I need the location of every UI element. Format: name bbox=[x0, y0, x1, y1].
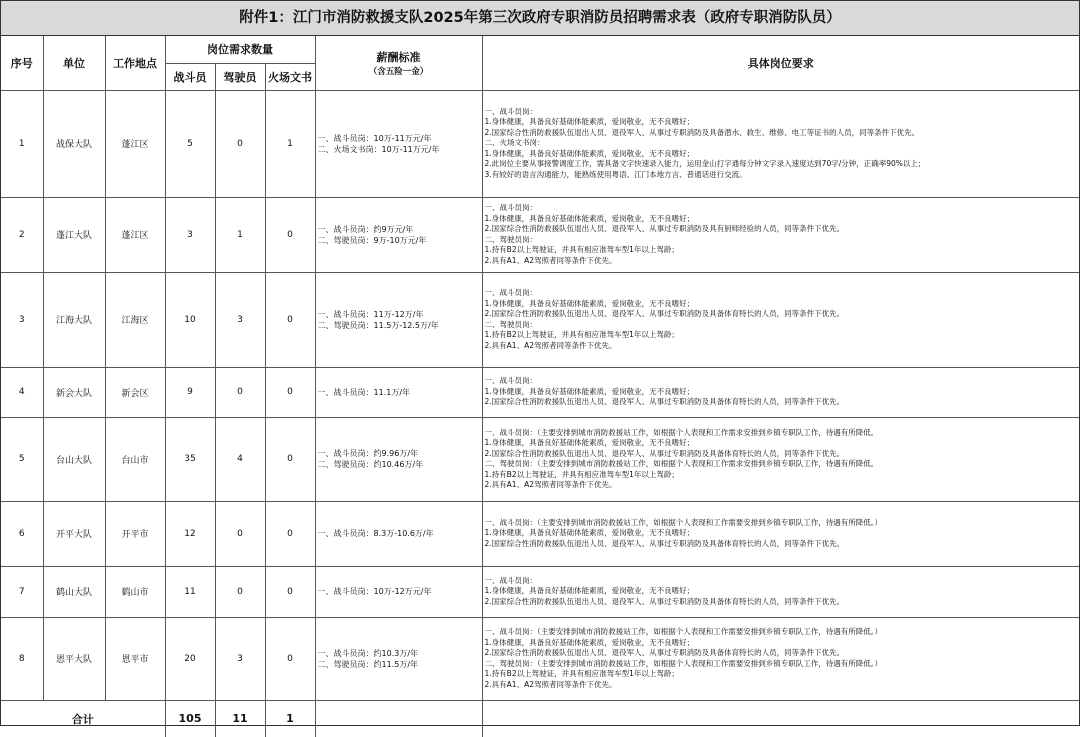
row-requirements bbox=[482, 566, 1079, 617]
requirement-line: 二、驾驶员岗： bbox=[484, 319, 538, 329]
row-unit: 蓬江大队 bbox=[43, 197, 105, 272]
requirement-line: 2.此岗位主要从事接警调度工作，需具备文字快速录入能力，运用金山打字通每分钟文字录入速度达到70字/分钟，正确率90%以上； bbox=[484, 159, 926, 169]
row-requirements bbox=[482, 197, 1079, 272]
row-clerk-count: 0 bbox=[265, 566, 315, 617]
requirement-line: 二、驾驶员岗：（主要安排到城市消防救援站工作，如根据个人表现和工作需要安排到乡镇专职队工作，待遇有所降低。） bbox=[484, 658, 883, 668]
row-unit: 江海大队 bbox=[43, 272, 105, 367]
row-requirements bbox=[482, 90, 1079, 197]
total-empty-req bbox=[482, 700, 1079, 737]
requirement-line: 一、战斗员岗： bbox=[484, 106, 538, 116]
total-empty-salary bbox=[315, 700, 482, 737]
row-requirements bbox=[482, 617, 1079, 700]
requirement-line: 2.具有A1、A2驾照者同等条件下优先。 bbox=[484, 480, 617, 489]
row-salary bbox=[315, 417, 482, 501]
row-fighter-count: 9 bbox=[165, 367, 215, 417]
row-seq: 4 bbox=[1, 367, 43, 417]
row-seq: 1 bbox=[1, 90, 43, 197]
row-location: 开平市 bbox=[105, 501, 165, 566]
row-clerk-count: 1 bbox=[265, 90, 315, 197]
requirement-line: 一、战斗员岗：（主要安排到城市消防救援站工作，如根据个人表现和工作需求安排到乡镇专职队工作，待遇有所降低。 bbox=[484, 427, 879, 437]
salary-line: 二、驾驶员岗：11.5万-12.5万/年 bbox=[317, 320, 439, 330]
row-fighter-count: 12 bbox=[165, 501, 215, 566]
salary-line: 二、火场文书岗：10万-11万元/年 bbox=[317, 144, 440, 154]
row-location: 台山市 bbox=[105, 417, 165, 501]
requirement-line: 1.身体健康，具备良好基础体能素质，爱岗敬业，无不良嗜好； bbox=[484, 213, 695, 223]
row-driver-count: 0 bbox=[215, 367, 265, 417]
row-salary bbox=[315, 501, 482, 566]
requirement-line: 2.国家综合性消防救援队伍退出人员、退役军人、从事过专职消防及具备体育特长的人员，同等条件下优先。 bbox=[484, 309, 845, 318]
row-unit: 鹤山大队 bbox=[43, 566, 105, 617]
row-unit: 战保大队 bbox=[43, 90, 105, 197]
row-seq: 2 bbox=[1, 197, 43, 272]
requirement-line: 二、驾驶员岗：（主要安排到城市消防救援站工作，如根据个人表现和工作需求安排到乡镇专职队工作，待遇有所降低。 bbox=[484, 459, 879, 468]
table-title: 附件1：江门市消防救援支队2025年第三次政府专职消防员招聘需求表（政府专职消防队员） bbox=[1, 1, 1079, 36]
recruitment-table bbox=[1, 36, 1079, 737]
table-row bbox=[1, 617, 1079, 700]
header-row-1 bbox=[1, 36, 1079, 63]
row-fighter-count: 35 bbox=[165, 417, 215, 501]
salary-line: 一、战斗员岗：11.1万/年 bbox=[317, 387, 411, 397]
salary-line: 一、战斗员岗：8.3万-10.6万/年 bbox=[317, 529, 434, 538]
requirement-line: 1.持有B2以上驾驶证，并具有相应准驾车型1年以上驾龄； bbox=[484, 330, 679, 339]
table-row bbox=[1, 501, 1079, 566]
salary-line: 一、战斗员岗：约10.3万/年 bbox=[317, 648, 419, 658]
requirement-line: 二、火场文书岗： bbox=[484, 138, 545, 148]
header-unit: 单位 bbox=[43, 36, 105, 90]
header-salary-label: 薪酬标准 bbox=[376, 50, 421, 64]
header-driver: 驾驶员 bbox=[215, 63, 265, 90]
header-requirements: 具体岗位要求 bbox=[482, 36, 1079, 90]
row-fighter-count: 20 bbox=[165, 617, 215, 700]
table-body bbox=[1, 90, 1079, 737]
requirement-line: 1.身体健康，具备良好基础体能素质，爱岗敬业，无不良嗜好； bbox=[484, 586, 695, 596]
row-unit: 台山大队 bbox=[43, 417, 105, 501]
row-location: 江海区 bbox=[105, 272, 165, 367]
total-label: 合计 bbox=[1, 700, 165, 737]
row-driver-count: 1 bbox=[215, 197, 265, 272]
requirement-line: 2.国家综合性消防救援队伍退出人员、退役军人、从事过专职消防及具备体育特长的人员，同等条件下优先。 bbox=[484, 397, 845, 407]
requirement-line: 2.国家综合性消防救援队伍退出人员、退役军人、从事过专职消防及具备体育特长的人员，同等条件下优先。 bbox=[484, 448, 845, 458]
requirement-line: 2.国家综合性消防救援队伍退出人员、退役军人、从事过专职消防及具备体育特长的人员，同等条件下优先。 bbox=[484, 648, 845, 657]
row-location: 新会区 bbox=[105, 367, 165, 417]
requirement-line: 2.具有A1、A2驾照者同等条件下优先。 bbox=[484, 679, 617, 689]
row-fighter-count: 10 bbox=[165, 272, 215, 367]
row-fighter-count: 5 bbox=[165, 90, 215, 197]
requirement-line: 1.身体健康，具备良好基础体能素质，爱岗敬业，无不良嗜好； bbox=[484, 528, 695, 538]
requirement-line: 一、战斗员岗： bbox=[484, 288, 538, 297]
row-location: 恩平市 bbox=[105, 617, 165, 700]
row-fighter-count: 3 bbox=[165, 197, 215, 272]
salary-line: 二、驾驶员岗：约11.5万/年 bbox=[317, 659, 419, 669]
table-row bbox=[1, 367, 1079, 417]
row-unit: 恩平大队 bbox=[43, 617, 105, 700]
salary-line: 二、驾驶员岗：9万-10万元/年 bbox=[317, 235, 427, 245]
row-requirements bbox=[482, 272, 1079, 367]
row-location: 蓬江区 bbox=[105, 197, 165, 272]
row-seq: 6 bbox=[1, 501, 43, 566]
requirement-line: 一、战斗员岗：（主要安排到城市消防救援站工作，如根据个人表现和工作需要安排到乡镇专职队工作，待遇有所降低。） bbox=[484, 517, 883, 527]
header-seq: 序号 bbox=[1, 36, 43, 90]
requirement-line: 一、战斗员岗： bbox=[484, 203, 538, 212]
row-fighter-count: 11 bbox=[165, 566, 215, 617]
requirement-line: 2.国家综合性消防救援队伍退出人员、退役军人、从事过专职消防及具备体育特长的人员，同等条件下优先。 bbox=[484, 596, 845, 606]
row-location: 蓬江区 bbox=[105, 90, 165, 197]
table-row bbox=[1, 272, 1079, 367]
requirement-line: 1.身体健康，具备良好基础体能素质，爱岗敬业，无不良嗜好； bbox=[484, 386, 695, 396]
requirement-line: 1.持有B2以上驾驶证，并具有相应准驾车型1年以上驾龄； bbox=[484, 245, 679, 254]
row-driver-count: 0 bbox=[215, 90, 265, 197]
table-row bbox=[1, 197, 1079, 272]
requirement-line: 2.具有A1、A2驾照者同等条件下优先。 bbox=[484, 255, 617, 265]
row-salary bbox=[315, 617, 482, 700]
requirement-line: 1.身体健康，具备良好基础体能素质，爱岗敬业，无不良嗜好； bbox=[484, 637, 695, 647]
row-unit: 新会大队 bbox=[43, 367, 105, 417]
row-clerk-count: 0 bbox=[265, 617, 315, 700]
requirement-line: 2.具有A1、A2驾照者同等条件下优先。 bbox=[484, 340, 617, 350]
row-driver-count: 0 bbox=[215, 501, 265, 566]
row-seq: 8 bbox=[1, 617, 43, 700]
salary-line: 一、战斗员岗：约9.96万/年 bbox=[317, 449, 419, 458]
row-salary bbox=[315, 367, 482, 417]
table-row bbox=[1, 417, 1079, 501]
salary-line: 一、战斗员岗：10万-12万元/年 bbox=[317, 587, 432, 596]
row-seq: 3 bbox=[1, 272, 43, 367]
salary-line: 一、战斗员岗：11万-12万/年 bbox=[317, 309, 424, 319]
requirement-line: 1.身体健康，具备良好基础体能素质，爱岗敬业，无不良嗜好； bbox=[484, 298, 695, 308]
requirement-line: 1.身体健康，具备良好基础体能素质，爱岗敬业，无不良嗜好； bbox=[484, 148, 695, 158]
row-location: 鹤山市 bbox=[105, 566, 165, 617]
row-driver-count: 0 bbox=[215, 566, 265, 617]
total-fighter: 105 bbox=[165, 700, 215, 737]
table-row bbox=[1, 90, 1079, 197]
total-row bbox=[1, 700, 1079, 737]
row-clerk-count: 0 bbox=[265, 367, 315, 417]
requirement-line: 1.身体健康，具备良好基础体能素质，爱岗敬业，无不良嗜好； bbox=[484, 117, 695, 127]
row-seq: 5 bbox=[1, 417, 43, 501]
row-clerk-count: 0 bbox=[265, 197, 315, 272]
requirement-line: 3.有较好的语言沟通能力，能熟练使用粤语、江门本地方言、普通话进行交流。 bbox=[484, 169, 747, 179]
requirement-line: 一、战斗员岗：（主要安排到城市消防救援站工作，如根据个人表现和工作需要安排到乡镇专职队工作，待遇有所降低。） bbox=[484, 627, 883, 636]
header-location: 工作地点 bbox=[105, 36, 165, 90]
requirement-line: 2.国家综合性消防救援队伍退出人员、退役军人、从事过专职消防及具备体育特长的人员，同等条件下优先。 bbox=[484, 538, 845, 548]
row-requirements bbox=[482, 417, 1079, 501]
salary-line: 一、战斗员岗：约9万元/年 bbox=[317, 224, 414, 234]
header-salary-note: （含五险一金） bbox=[368, 66, 429, 77]
requirement-line: 1.持有B2以上驾驶证，并具有相应准驾车型1年以上驾龄； bbox=[484, 469, 679, 479]
row-unit: 开平大队 bbox=[43, 501, 105, 566]
row-driver-count: 4 bbox=[215, 417, 265, 501]
requirement-line: 1.持有B2以上驾驶证，并具有相应准驾车型1年以上驾龄； bbox=[484, 669, 679, 678]
requirement-line: 1.身体健康，具备良好基础体能素质，爱岗敬业，无不良嗜好； bbox=[484, 438, 695, 447]
row-seq: 7 bbox=[1, 566, 43, 617]
header-clerk: 火场文书 bbox=[265, 63, 315, 90]
requirement-line: 一、战斗员岗： bbox=[484, 376, 538, 386]
row-driver-count: 3 bbox=[215, 272, 265, 367]
requirement-line: 一、战斗员岗： bbox=[484, 575, 538, 585]
salary-line: 一、战斗员岗：10万-11万元/年 bbox=[317, 133, 432, 143]
table-row bbox=[1, 566, 1079, 617]
total-driver: 11 bbox=[215, 700, 265, 737]
row-clerk-count: 0 bbox=[265, 272, 315, 367]
header-salary bbox=[315, 36, 482, 90]
salary-line: 二、驾驶员岗：约10.46万/年 bbox=[317, 460, 424, 469]
row-clerk-count: 0 bbox=[265, 417, 315, 501]
row-clerk-count: 0 bbox=[265, 501, 315, 566]
row-requirements bbox=[482, 501, 1079, 566]
header-demand: 岗位需求数量 bbox=[165, 36, 315, 63]
requirement-line: 二、驾驶员岗： bbox=[484, 234, 538, 244]
header-fighter: 战斗员 bbox=[165, 63, 215, 90]
total-clerk: 1 bbox=[265, 700, 315, 737]
row-salary bbox=[315, 272, 482, 367]
requirement-line: 2.国家综合性消防救援队伍退出人员、退役军人、从事过专职消防及具备潜水、救生、维修、电工等证书的人员，同等条件下优先。 bbox=[484, 127, 920, 137]
requirement-line: 2.国家综合性消防救援队伍退出人员、退役军人、从事过专职消防及具有厨师经验的人员，同等条件下优先。 bbox=[484, 224, 845, 233]
row-requirements bbox=[482, 367, 1079, 417]
row-salary bbox=[315, 197, 482, 272]
row-driver-count: 3 bbox=[215, 617, 265, 700]
row-salary bbox=[315, 566, 482, 617]
row-salary bbox=[315, 90, 482, 197]
